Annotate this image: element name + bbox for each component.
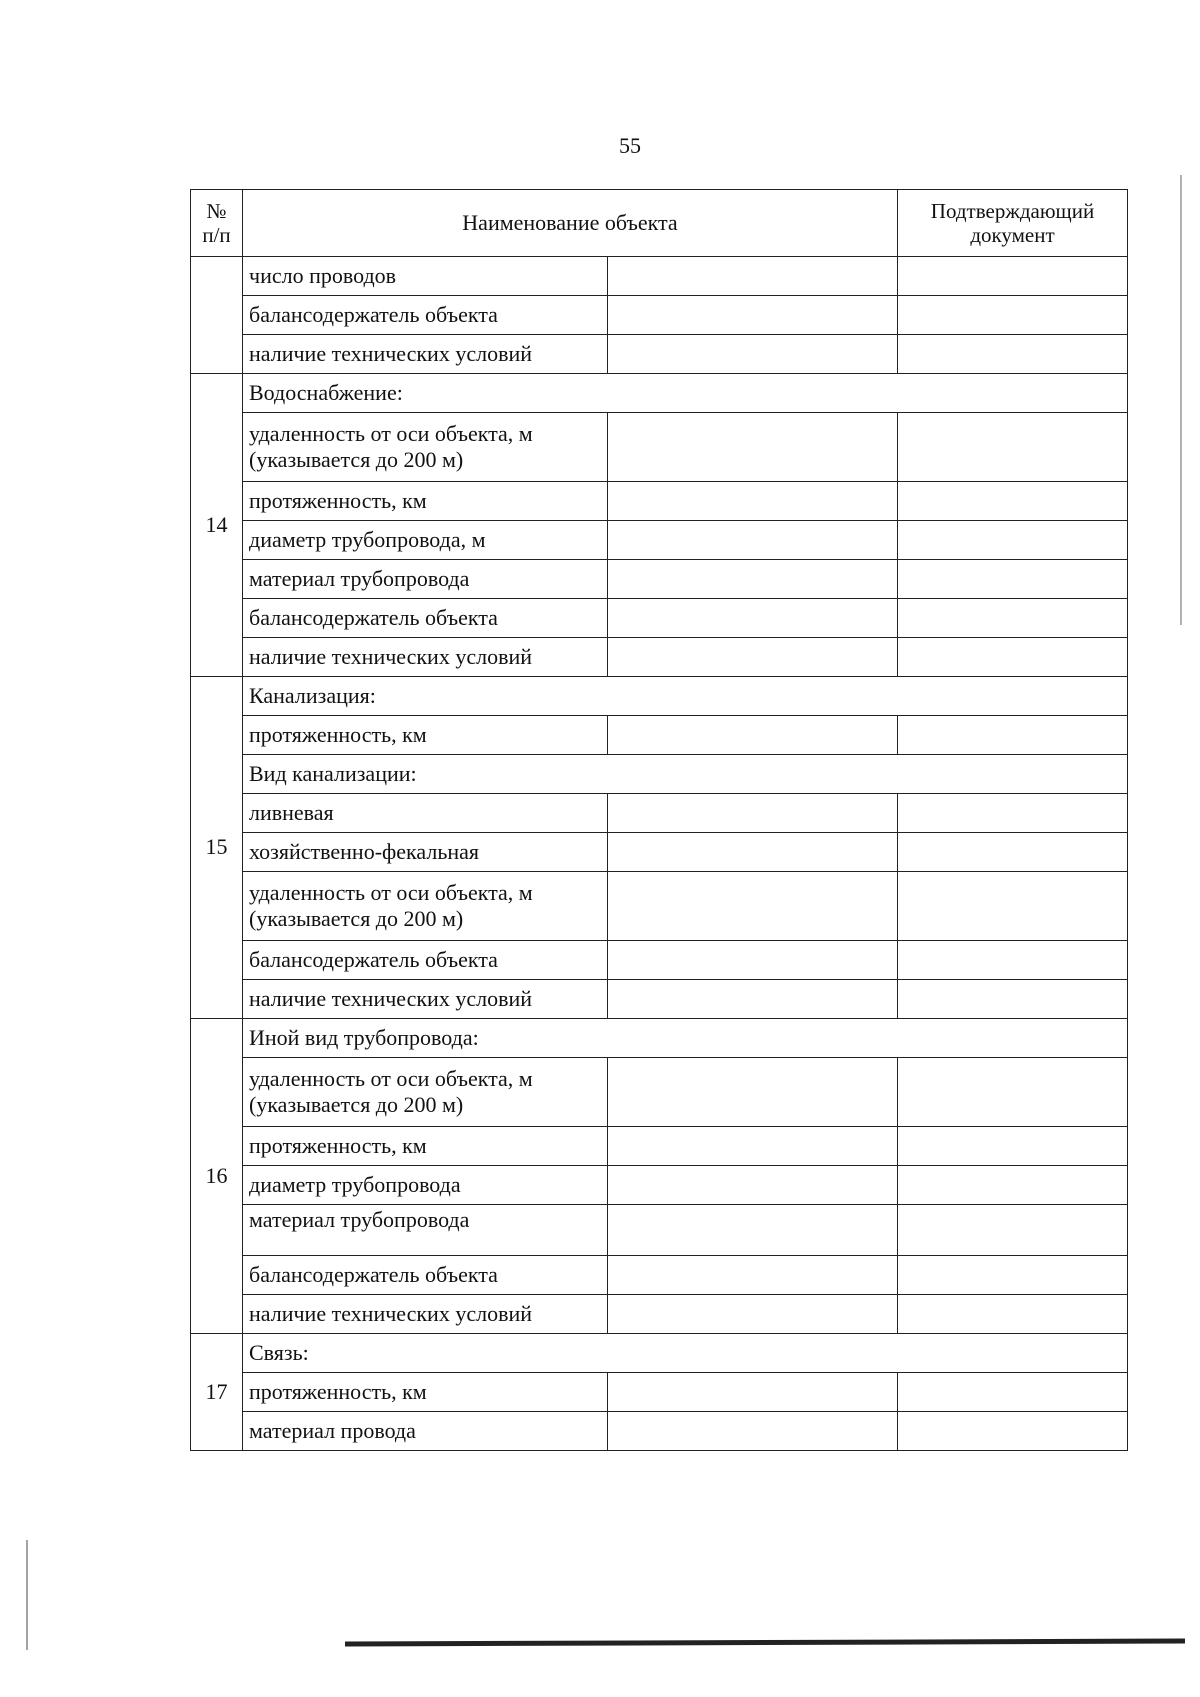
doc-cell bbox=[898, 1373, 1128, 1412]
row-label: балансодержатель объекта bbox=[243, 296, 608, 335]
row-label: материал трубопровода bbox=[243, 560, 608, 599]
value-cell bbox=[608, 1127, 898, 1166]
row-label: число проводов bbox=[243, 257, 608, 296]
doc-cell bbox=[898, 794, 1128, 833]
value-cell bbox=[608, 833, 898, 872]
doc-cell bbox=[898, 1205, 1128, 1256]
row-label: протяженность, км bbox=[243, 1127, 608, 1166]
table-row bbox=[191, 257, 1128, 296]
row-label: удаленность от оси объекта, м (указывается до 200 м) bbox=[243, 872, 608, 941]
table-row bbox=[191, 941, 1128, 980]
value-cell bbox=[608, 560, 898, 599]
scan-edge-line-left bbox=[26, 1540, 28, 1650]
table-row bbox=[191, 1373, 1128, 1412]
value-cell bbox=[608, 794, 898, 833]
table-row bbox=[191, 335, 1128, 374]
value-cell bbox=[608, 1256, 898, 1295]
table-header-row bbox=[191, 190, 1128, 257]
value-cell bbox=[608, 482, 898, 521]
subsection-row bbox=[191, 755, 1128, 794]
doc-cell bbox=[898, 941, 1128, 980]
table-row bbox=[191, 599, 1128, 638]
doc-cell bbox=[898, 1412, 1128, 1451]
row-label: наличие технических условий bbox=[243, 638, 608, 677]
section-title: Иной вид трубопровода: bbox=[243, 1019, 1128, 1058]
section-number: 15 bbox=[191, 677, 243, 1019]
scan-bottom-bar bbox=[345, 1639, 1185, 1647]
row-label: балансодержатель объекта bbox=[243, 1256, 608, 1295]
table-row bbox=[191, 1166, 1128, 1205]
table-row bbox=[191, 521, 1128, 560]
value-cell bbox=[608, 257, 898, 296]
row-label: балансодержатель объекта bbox=[243, 941, 608, 980]
table-row bbox=[191, 1295, 1128, 1334]
value-cell bbox=[608, 941, 898, 980]
table-row bbox=[191, 296, 1128, 335]
row-label: диаметр трубопровода bbox=[243, 1166, 608, 1205]
row-label: наличие технических условий bbox=[243, 1295, 608, 1334]
row-label: хозяйственно-фекальная bbox=[243, 833, 608, 872]
value-cell bbox=[608, 1166, 898, 1205]
section-number: 17 bbox=[191, 1334, 243, 1451]
value-cell bbox=[608, 1373, 898, 1412]
num-cell-continuation bbox=[191, 257, 243, 374]
value-cell bbox=[608, 521, 898, 560]
doc-cell bbox=[898, 257, 1128, 296]
doc-cell bbox=[898, 1127, 1128, 1166]
row-label: диаметр трубопровода, м bbox=[243, 521, 608, 560]
doc-cell bbox=[898, 638, 1128, 677]
value-cell bbox=[608, 872, 898, 941]
table-row bbox=[191, 1256, 1128, 1295]
table-row bbox=[191, 1412, 1128, 1451]
row-label: материал провода bbox=[243, 1412, 608, 1451]
row-label: удаленность от оси объекта, м (указывается до 200 м) bbox=[243, 1058, 608, 1127]
table-row bbox=[191, 794, 1128, 833]
doc-cell bbox=[898, 980, 1128, 1019]
row-label: удаленность от оси объекта, м (указывается до 200 м) bbox=[243, 413, 608, 482]
value-cell bbox=[608, 413, 898, 482]
value-cell bbox=[608, 980, 898, 1019]
doc-cell bbox=[898, 1295, 1128, 1334]
section-title: Связь: bbox=[243, 1334, 1128, 1373]
header-doc: Подтверждающий документ bbox=[898, 190, 1128, 257]
value-cell bbox=[608, 1058, 898, 1127]
doc-cell bbox=[898, 296, 1128, 335]
row-label: балансодержатель объекта bbox=[243, 599, 608, 638]
value-cell bbox=[608, 638, 898, 677]
section-row-14 bbox=[191, 374, 1128, 413]
table-row bbox=[191, 638, 1128, 677]
value-cell bbox=[608, 599, 898, 638]
value-cell bbox=[608, 1205, 898, 1256]
section-number: 14 bbox=[191, 374, 243, 677]
section-title: Водоснабжение: bbox=[243, 374, 1128, 413]
section-title: Канализация: bbox=[243, 677, 1128, 716]
row-label: протяженность, км bbox=[243, 716, 608, 755]
scan-edge-line-right bbox=[1180, 175, 1182, 625]
table-row bbox=[191, 1058, 1128, 1127]
row-label: ливневая bbox=[243, 794, 608, 833]
doc-cell bbox=[898, 482, 1128, 521]
table-row bbox=[191, 716, 1128, 755]
row-label: наличие технических условий bbox=[243, 335, 608, 374]
row-label: протяженность, км bbox=[243, 1373, 608, 1412]
object-table bbox=[190, 189, 1128, 1451]
section-number: 16 bbox=[191, 1019, 243, 1334]
value-cell bbox=[608, 1295, 898, 1334]
value-cell bbox=[608, 1412, 898, 1451]
doc-cell bbox=[898, 335, 1128, 374]
section-row-16 bbox=[191, 1019, 1128, 1058]
doc-cell bbox=[898, 560, 1128, 599]
header-name: Наименование объекта bbox=[243, 190, 898, 257]
doc-cell bbox=[898, 1256, 1128, 1295]
section-row-15 bbox=[191, 677, 1128, 716]
doc-cell bbox=[898, 833, 1128, 872]
doc-cell bbox=[898, 521, 1128, 560]
page-number: 55 bbox=[619, 133, 641, 158]
table-row bbox=[191, 833, 1128, 872]
doc-cell bbox=[898, 599, 1128, 638]
row-label: протяженность, км bbox=[243, 482, 608, 521]
row-label: наличие технических условий bbox=[243, 980, 608, 1019]
table-row bbox=[191, 980, 1128, 1019]
doc-cell bbox=[898, 872, 1128, 941]
table-row bbox=[191, 413, 1128, 482]
doc-cell bbox=[898, 1058, 1128, 1127]
value-cell bbox=[608, 335, 898, 374]
table-row bbox=[191, 872, 1128, 941]
doc-cell bbox=[898, 716, 1128, 755]
value-cell bbox=[608, 296, 898, 335]
doc-cell bbox=[898, 413, 1128, 482]
doc-cell bbox=[898, 1166, 1128, 1205]
section-row-17 bbox=[191, 1334, 1128, 1373]
table-row bbox=[191, 1127, 1128, 1166]
table-row bbox=[191, 560, 1128, 599]
table-row bbox=[191, 1205, 1128, 1256]
value-cell bbox=[608, 716, 898, 755]
subsection-title: Вид канализации: bbox=[243, 755, 1128, 794]
row-label: материал трубопровода bbox=[243, 1205, 608, 1256]
table-row bbox=[191, 482, 1128, 521]
header-num: № п/п bbox=[191, 190, 243, 257]
